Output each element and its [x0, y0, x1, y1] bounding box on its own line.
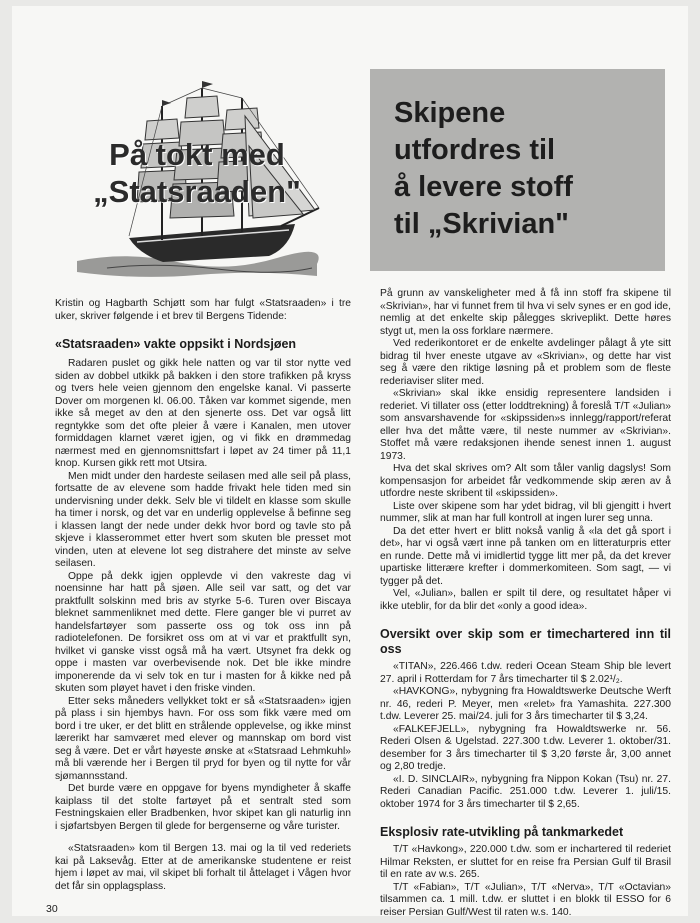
- section-heading: Eksplosiv rate-utvikling på tankmarkedet: [380, 825, 624, 839]
- title-line: Skipene: [394, 97, 506, 129]
- body-paragraph: Hva det skal skrives om? Alt som tåler vanlig dagslys! Som kompensasjon for arbeidet får vedkommende skip æren av å utfordre neste skribent til «skipssiden».: [380, 463, 671, 499]
- magazine-page: [12, 6, 688, 916]
- title-line: til „Skrivian": [394, 208, 569, 240]
- body-paragraph: Da det etter hvert er blitt nokså vanlig å «la det gå sport i det», har vi også vært inne på tanken om en litteraturpris etter en runde. Dette må vi imidlertid tygge litt mer på, da det krever upartiske litterære krefter i dommerkomiteen. Som sagt, — vi tygger på det.: [380, 525, 671, 587]
- article-title-box: [370, 69, 665, 271]
- ship-entry: «TITAN», 226.466 t.dw. rederi Ocean Steam Ship ble levert 27. april i Rotterdam for 7 års timecharter til $ 2.02¹/₂.: [380, 661, 671, 685]
- title-line: På tokt med: [109, 137, 285, 172]
- body-paragraph: På grunn av vanskeligheter med å få inn stoff fra skipene til «Skrivian», har vi funnet frem til hva vi selv synes er en god ide, nemlig at det enkelte skip pålegges skriveplikt. Dette høres stygt ut, men la oss forklare nærmere.: [380, 288, 671, 337]
- left-column: [55, 298, 351, 893]
- body-paragraph: Etter seks måneders vellykket tokt er så «Statsraaden» igjen på plass i sin hjembys havn. For oss som fikk være med om bord i tre uker, er det blitt en strålende opplevelse, og ikke minst lærerikt har samværet med elever og mannskap om bord vist seg å være. Det er vårt høyeste ønske at «Statsraad Lehmkuhl» må bli værende her i Bergen til pryd for byen og til nytte for vår sjømannsstand.: [55, 695, 351, 782]
- body-paragraph: Liste over skipene som har ydet bidrag, vil bli gjengitt i hvert nummer, slik at man har full kontroll at ingen lurer seg unna.: [380, 500, 671, 524]
- ship-entry: «HAVKONG», nybygning fra Howaldtswerke Deutsche Werft nr. 46, rederi P. Meyer, men «relet» fra Yamashita. 227.300 t.dw. Leverer 25. mai/24. juli for 3 års timecharter til $ 3,24.: [380, 686, 671, 722]
- body-paragraph: T/T «Havkong», 220.000 t.dw. som er inchartered til rederiet Hilmar Reksten, er sluttet for en reise fra Persian Gulf til Brasil til en rate av w.s. 265.: [380, 844, 671, 880]
- right-column: [380, 288, 671, 919]
- body-paragraph: Oppe på dekk igjen opplevde vi den vakreste dag vi noensinne har hatt på sjøen. Alle seil var satt, og det var praktfullt solskinn med bris av styrke 5-6. Turen over Biscaya bleknet sammenliknet med dette. Flere ganger ble vi purret av handelsfartøyer som passerte oss og tok oss inn på radiotelefonen. De forsikret oss om at vi var et praktfullt syn, hvilket vi ganske visst også må ha vært. Utsynet fra dekk og oppe i masten var overbevisende nok. Det ble ikke mindre imponerende da vi selv tok en tur i masten for å kikke ned på skuten som pløyet havet i den friske vinden.: [55, 570, 351, 694]
- page-number: 30: [46, 903, 58, 915]
- title-line: å levere stoff: [394, 171, 573, 203]
- body-paragraph: Men midt under den hardeste seilasen med alle seil på plass, fortsatte de av elevene som hadde frivakt hele tiden med sin undervisning under dekk. Selv ble vi tildelt en klasse som skulle ha timer i norsk, og det var en underlig opplevelse å befinne seg i klassen langt der nede under dekk hvor bord og tavle sto på skjeve i klasserommet etter hvert som skuten ble presset mot vinden, uten at elevene lot seg distrahere det minste av selve seilasen.: [55, 470, 351, 569]
- intro-paragraph: Kristin og Hagbarth Schjøtt som har fulgt «Statsraaden» i tre uker, skriver følgende i et brev til Bergens Tidende:: [55, 298, 351, 322]
- section-heading: «Statsraaden» vakte oppsikt i Nordsjøen: [55, 337, 297, 351]
- body-paragraph: Radaren puslet og gikk hele natten og var til stor nytte ved siden av dobbel utkikk på bakken i den store trafikken på kryss og tvers hele veien gjennom den engelske kanal. Vi passerte Dover om morgenen kl. 06.00. Tåken var kommet sigende, men ikke så meget av den at den sjenerte oss. Det var også litt regntykke som det ofte pleier å være i Kanalen, men utover formiddagen klarnet været igjen, og vi fikk en drømmedag nærmest med en gjennomsnittsfart i løpet av 24 timer på 11,1 knop. Kursen gikk rett mot Utsira.: [55, 358, 351, 469]
- body-paragraph: Det burde være en oppgave for byens myndigheter å skaffe kaiplass til det stolte fartøyet på et sentralt sted som Festningskaien eller Bradbenken, hvor skipet kan gli naturlig inn i sjøfartsbyen Bergen til glede for bergenserne og våre turister.: [55, 783, 351, 832]
- body-paragraph: «Statsraaden» kom til Bergen 13. mai og la til ved rederiets kai på Laksevåg. Etter at de amerikanske studentene er reist hjem i løpet av mai, vil skipet bli forhalt til åttelaget i Vågen hvor det får sin opplagsplass.: [55, 843, 351, 892]
- title-line: utfordres til: [394, 134, 556, 166]
- body-paragraph: Vel, «Julian», ballen er spilt til dere, og resultatet håper vi ikke uteblir, for da blir det «only a good idea».: [380, 588, 671, 612]
- body-paragraph: Ved rederikontoret er de enkelte avdelinger pålagt å yte sitt bidrag til hver eneste utgave av «Skrivian», og dette har vist seg å være den riktige løsning på et problem som de fleste rederiaviser sliter med.: [380, 338, 671, 387]
- body-paragraph: «Skrivian» skal ikke ensidig representere landsiden i rederiet. Vi tillater oss (etter loddtrekning) å foreslå T/T «Julian» som ansvarshavende for «skipssiden»s innlegg/rapport/referat eller hva det måtte være, til neste nummer av «Skrivian». Stoffet må være redaksjonen ihende senest innen 1. august 1973.: [380, 388, 671, 462]
- title-line: „Statsraaden": [93, 174, 301, 209]
- ship-entry: «I. D. SINCLAIR», nybygning fra Nippon Kokan (Tsu) nr. 27. Rederi Canadian Pacific. 251.000 t.dw. Leverer 1. juli/15. oktober 1974 for 3 års timecharter til $ 2,65.: [380, 773, 671, 810]
- article-title-left: [72, 136, 322, 210]
- ship-entry: «FALKEFJELL», nybygning fra Howaldtswerke nr. 56. Rederi Olsen & Ugelstad. 227.300 t.dw. Leverer 1. oktober/31. desember for 3 års timecharter til $ 3,20 første år, 3,00 annet og 2,80 tredje.: [380, 723, 671, 772]
- article-title-right: [370, 69, 665, 243]
- body-paragraph: T/T «Fabian», T/T «Julian», T/T «Nerva», T/T «Octavian» tilsammen ca. 1 mill. t.dw. er sluttet i en blokk til ESSO for 6 reiser Persian Gulf/West til raten w.s. 140.: [380, 881, 671, 918]
- section-heading: Oversikt over skip som er timechartered inn til oss: [380, 627, 671, 656]
